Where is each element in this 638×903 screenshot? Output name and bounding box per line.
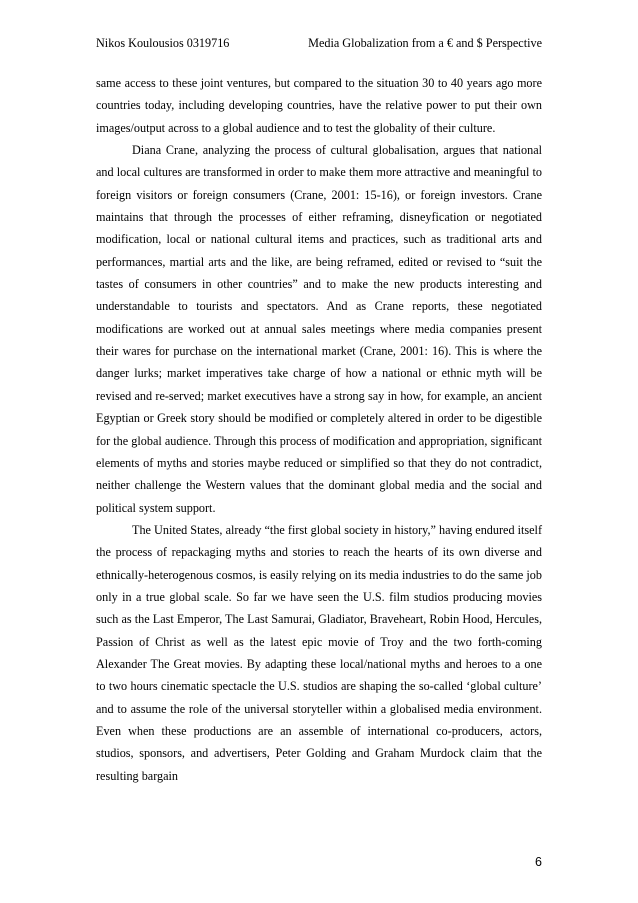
header-author-id: Nikos Koulousios 0319716 (96, 36, 230, 50)
body-text (96, 72, 542, 787)
header-title: Media Globalization from a € and $ Perspective (308, 36, 542, 50)
paragraph-united-states: The United States, already “the first global society in history,” having endured itself the process of repackaging myths and stories to reach the hearts of its own diverse and ethnically-heterogenous cosmos, is easily relying on its media industries to do the same job only in a true global scale. So far we have seen the U.S. film studios producing movies such as the Last Emperor, The Last Samurai, Gladiator, Braveheart, Robin Hood, Hercules, Passion of Christ as well as the latest epic movie of Troy and the two forth-coming Alexander The Great movies. By adapting these local/national myths and heroes to a one to two hours cinematic spectacle the U.S. studios are shaping the so-called ‘global culture’ and to assume the role of the universal storyteller within a globalised media environment. Even when these productions are an assemble of international co-producers, actors, studios, sponsors, and advertisers, Peter Golding and Graham Murdock claim that the resulting bargain (96, 522, 542, 783)
paragraph-crane: Diana Crane, analyzing the process of cultural globalisation, argues that national and local cultures are transformed in order to make them more attractive and meaningful to foreign visitors or foreign consumers (Crane, 2001: 15-16), or foreign investors. Crane maintains that through the processes of either reframing, disneyfication or negotiated modification, local or national cultural items and practices, such as traditional arts and performances, martial arts and the like, are being reframed, edited or revised to “suit the tastes of consumers in other countries” and to make the new products interesting and understandable to tourists and spectators. And as Crane reports, these negotiated modifications are worked out at annual sales meetings where media companies present their wares for purchase on the international market (Crane, 2001: 16). This is where the danger lurks; market imperatives take charge of how a national or ethnic myth will be revised and re-served; market executives have a strong say in how, for example, an ancient Egyptian or Greek story should be modified or completely altered in order to be digestible for the global audience. Through this process of modification and appropriation, significant elements of myths and stories maybe reduced or simplified so that they do not contradict, neither challenge the Western values that the dominant global media and the social and political system support. (96, 143, 542, 515)
page-number: 6 (535, 855, 542, 869)
paragraph-continued: same access to these joint ventures, but compared to the situation 30 to 40 years ago more countries today, including developing countries, have the relative power to put their own images/output across to a global audience and to test the globality of their culture. (96, 76, 542, 135)
page-header (96, 36, 542, 51)
